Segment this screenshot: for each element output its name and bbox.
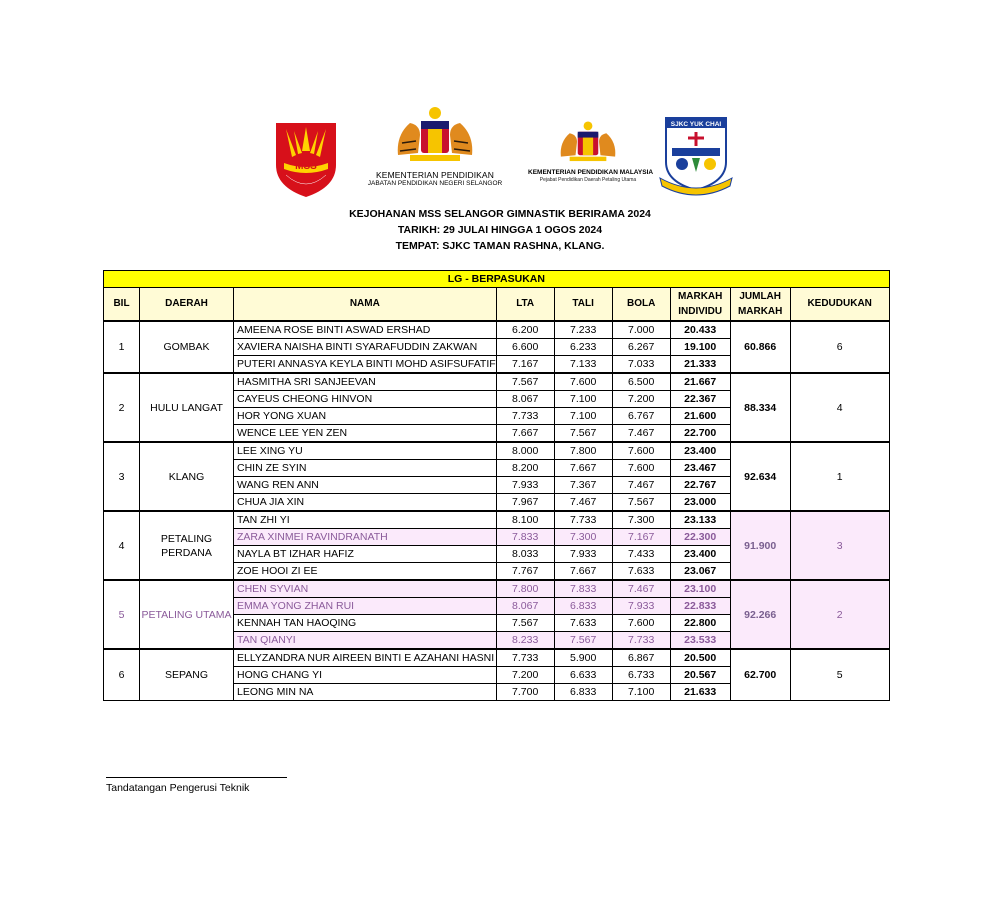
nama-cell: HASMITHA SRI SANJEEVAN [234, 373, 497, 391]
table-row [104, 373, 890, 391]
table-row [104, 442, 890, 460]
lta-cell: 8.100 [496, 511, 554, 529]
table-row [104, 321, 890, 339]
lta-cell: 7.800 [496, 580, 554, 598]
nama-cell: AMEENA ROSE BINTI ASWAD ERSHAD [234, 321, 497, 339]
lta-cell: 7.567 [496, 373, 554, 391]
bola-cell: 7.000 [612, 321, 670, 339]
kpm-district-caption-line1: KEMENTERIAN PENDIDIKAN MALAYSIA [528, 169, 654, 176]
nama-cell: XAVIERA NAISHA BINTI SYARAFUDDIN ZAKWAN [234, 339, 497, 356]
tali-cell: 7.667 [554, 460, 612, 477]
nama-cell: HOR YONG XUAN [234, 408, 497, 425]
bil-cell: 3 [104, 442, 140, 511]
header-jumlah-markah: JUMLAH MARKAH [730, 288, 790, 322]
markah-individu-cell: 21.633 [670, 684, 730, 701]
category-banner: LG - BERPASUKAN [104, 271, 890, 288]
lta-cell: 7.833 [496, 529, 554, 546]
nama-cell: TAN ZHI YI [234, 511, 497, 529]
nama-cell: EMMA YONG ZHAN RUI [234, 598, 497, 615]
tali-cell: 7.233 [554, 321, 612, 339]
signature-line [106, 777, 287, 778]
tali-cell: 7.600 [554, 373, 612, 391]
lta-cell: 7.733 [496, 408, 554, 425]
markah-individu-cell: 22.767 [670, 477, 730, 494]
nama-cell: LEE XING YU [234, 442, 497, 460]
table-row [104, 649, 890, 667]
markah-individu-cell: 20.567 [670, 667, 730, 684]
title-line-2: TARIKH: 29 JULAI HINGGA 1 OGOS 2024 [397, 224, 603, 236]
lta-cell: 8.000 [496, 442, 554, 460]
nama-cell: ZOE HOOI ZI EE [234, 563, 497, 581]
tali-cell: 7.300 [554, 529, 612, 546]
nama-cell: PUTERI ANNASYA KEYLA BINTI MOHD ASIFSUFATIF [234, 356, 497, 374]
jumlah-markah-cell: 91.900 [730, 511, 790, 580]
bola-cell: 7.167 [612, 529, 670, 546]
bola-cell: 7.300 [612, 511, 670, 529]
kpm-district-caption-line2: Pejabat Pendidikan Daerah Petaling Utama [539, 177, 637, 183]
tali-cell: 7.800 [554, 442, 612, 460]
lta-cell: 6.200 [496, 321, 554, 339]
bola-cell: 6.733 [612, 667, 670, 684]
bil-cell: 4 [104, 511, 140, 580]
markah-individu-cell: 21.600 [670, 408, 730, 425]
nama-cell: CAYEUS CHEONG HINVON [234, 391, 497, 408]
markah-individu-cell: 21.333 [670, 356, 730, 374]
nama-cell: CHEN SYVIAN [234, 580, 497, 598]
bola-cell: 7.467 [612, 477, 670, 494]
tali-cell: 6.233 [554, 339, 612, 356]
tali-cell: 7.100 [554, 391, 612, 408]
nama-cell: KENNAH TAN HAOQING [234, 615, 497, 632]
markah-individu-cell: 22.833 [670, 598, 730, 615]
kpm-selangor-logo [350, 105, 520, 190]
daerah-cell: HULU LANGAT [140, 373, 234, 442]
markah-individu-cell: 22.800 [670, 615, 730, 632]
markah-individu-cell: 22.700 [670, 425, 730, 443]
markah-individu-cell: 23.400 [670, 546, 730, 563]
bil-cell: 2 [104, 373, 140, 442]
bil-cell: 1 [104, 321, 140, 373]
svg-text:SJKC YUK CHAI: SJKC YUK CHAI [670, 121, 722, 128]
bil-cell: 6 [104, 649, 140, 701]
nama-cell: TAN QIANYI [234, 632, 497, 650]
bola-cell: 6.500 [612, 373, 670, 391]
tali-cell: 7.633 [554, 615, 612, 632]
bola-cell: 7.567 [612, 494, 670, 512]
nama-cell: WENCE LEE YEN ZEN [234, 425, 497, 443]
bola-cell: 6.867 [612, 649, 670, 667]
lta-cell: 7.200 [496, 667, 554, 684]
kpm-caption-line1: KEMENTERIAN PENDIDIKAN [376, 170, 494, 180]
tali-cell: 7.133 [554, 356, 612, 374]
lta-cell: 7.967 [496, 494, 554, 512]
title-line-3: TEMPAT: SJKC TAMAN RASHNA, KLANG. [395, 240, 605, 252]
signature-label: Tandatangan Pengerusi Teknik [106, 782, 250, 794]
kedudukan-cell: 5 [790, 649, 889, 701]
markah-individu-cell: 23.533 [670, 632, 730, 650]
kedudukan-cell: 2 [790, 580, 889, 649]
bola-cell: 7.433 [612, 546, 670, 563]
tali-cell: 7.100 [554, 408, 612, 425]
mss-selangor-logo [272, 121, 340, 199]
tali-cell: 7.733 [554, 511, 612, 529]
nama-cell: HONG CHANG YI [234, 667, 497, 684]
markah-individu-cell: 23.100 [670, 580, 730, 598]
nama-cell: LEONG MIN NA [234, 684, 497, 701]
header-nama: NAMA [234, 288, 497, 322]
title-line-1: KEJOHANAN MSS SELANGOR GIMNASTIK BERIRAMA 2024 [349, 208, 651, 220]
bola-cell: 6.767 [612, 408, 670, 425]
markah-individu-cell: 19.100 [670, 339, 730, 356]
lta-cell: 6.600 [496, 339, 554, 356]
bil-cell: 5 [104, 580, 140, 649]
jumlah-markah-cell: 92.266 [730, 580, 790, 649]
svg-text:MSS: MSS [295, 161, 317, 172]
lta-cell: 8.033 [496, 546, 554, 563]
nama-cell: ELLYZANDRA NUR AIREEN BINTI E AZAHANI HASNI [234, 649, 497, 667]
tali-cell: 7.933 [554, 546, 612, 563]
markah-individu-cell: 20.500 [670, 649, 730, 667]
malaysia-coat-of-arms-icon [553, 120, 623, 164]
header-lta: LTA [496, 288, 554, 322]
tali-cell: 7.667 [554, 563, 612, 581]
lta-cell: 7.767 [496, 563, 554, 581]
sjkc-yuk-chai-logo [658, 116, 734, 200]
lta-cell: 7.167 [496, 356, 554, 374]
lta-cell: 7.700 [496, 684, 554, 701]
jumlah-markah-cell: 60.866 [730, 321, 790, 373]
bola-cell: 7.100 [612, 684, 670, 701]
kedudukan-cell: 4 [790, 373, 889, 442]
kedudukan-cell: 1 [790, 442, 889, 511]
bola-cell: 7.467 [612, 580, 670, 598]
table-row [104, 511, 890, 529]
tali-cell: 6.633 [554, 667, 612, 684]
bola-cell: 7.600 [612, 460, 670, 477]
markah-individu-cell: 23.000 [670, 494, 730, 512]
daerah-cell: SEPANG [140, 649, 234, 701]
tali-cell: 7.467 [554, 494, 612, 512]
tali-cell: 7.367 [554, 477, 612, 494]
bola-cell: 7.600 [612, 442, 670, 460]
lta-cell: 8.067 [496, 391, 554, 408]
jumlah-markah-cell: 88.334 [730, 373, 790, 442]
kedudukan-cell: 3 [790, 511, 889, 580]
lta-cell: 8.233 [496, 632, 554, 650]
markah-individu-cell: 23.467 [670, 460, 730, 477]
header-daerah: DAERAH [140, 288, 234, 322]
bola-cell: 7.200 [612, 391, 670, 408]
kpm-district-logo [528, 120, 654, 183]
bola-cell: 7.600 [612, 615, 670, 632]
bola-cell: 7.733 [612, 632, 670, 650]
malaysia-coat-of-arms-icon [390, 105, 480, 165]
nama-cell: ZARA XINMEI RAVINDRANATH [234, 529, 497, 546]
header-bil: BIL [104, 288, 140, 322]
daerah-cell: PETALING PERDANA [140, 511, 234, 580]
header-kedudukan: KEDUDUKAN [790, 288, 889, 322]
header-markah-individu: MARKAH INDIVIDU [670, 288, 730, 322]
bola-cell: 7.033 [612, 356, 670, 374]
markah-individu-cell: 20.433 [670, 321, 730, 339]
header-tali: TALI [554, 288, 612, 322]
tali-cell: 6.833 [554, 684, 612, 701]
bola-cell: 7.467 [612, 425, 670, 443]
table-row [104, 580, 890, 598]
lta-cell: 8.200 [496, 460, 554, 477]
kedudukan-cell: 6 [790, 321, 889, 373]
markah-individu-cell: 23.067 [670, 563, 730, 581]
bola-cell: 7.633 [612, 563, 670, 581]
tali-cell: 6.833 [554, 598, 612, 615]
jumlah-markah-cell: 92.634 [730, 442, 790, 511]
tali-cell: 7.567 [554, 425, 612, 443]
markah-individu-cell: 23.400 [670, 442, 730, 460]
banner-row [104, 271, 890, 288]
header-row [104, 288, 890, 322]
lta-cell: 7.567 [496, 615, 554, 632]
lta-cell: 8.067 [496, 598, 554, 615]
markah-individu-cell: 22.367 [670, 391, 730, 408]
lta-cell: 7.933 [496, 477, 554, 494]
header-bola: BOLA [612, 288, 670, 322]
markah-individu-cell: 22.300 [670, 529, 730, 546]
nama-cell: NAYLA BT IZHAR HAFIZ [234, 546, 497, 563]
daerah-cell: GOMBAK [140, 321, 234, 373]
markah-individu-cell: 21.667 [670, 373, 730, 391]
nama-cell: CHIN ZE SYIN [234, 460, 497, 477]
markah-individu-cell: 23.133 [670, 511, 730, 529]
tali-cell: 5.900 [554, 649, 612, 667]
lta-cell: 7.667 [496, 425, 554, 443]
daerah-cell: PETALING UTAMA [140, 580, 234, 649]
bola-cell: 6.267 [612, 339, 670, 356]
jumlah-markah-cell: 62.700 [730, 649, 790, 701]
kpm-caption-line2: JABATAN PENDIDIKAN NEGERI SELANGOR [367, 180, 503, 187]
daerah-cell: KLANG [140, 442, 234, 511]
tali-cell: 7.567 [554, 632, 612, 650]
bola-cell: 7.933 [612, 598, 670, 615]
nama-cell: CHUA JIA XIN [234, 494, 497, 512]
results-table [103, 270, 890, 701]
nama-cell: WANG REN ANN [234, 477, 497, 494]
tali-cell: 7.833 [554, 580, 612, 598]
lta-cell: 7.733 [496, 649, 554, 667]
